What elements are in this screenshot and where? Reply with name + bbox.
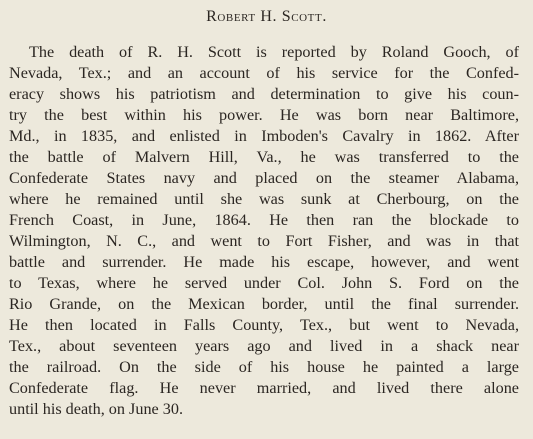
article-title: Robert H. Scott. [206,8,327,25]
body-line: French Coast, in June, 1864. He then ran the blockade to [9,211,519,229]
body-line: Md., in 1835, and enlisted in Imboden's Cavalry in 1862. After [9,127,519,145]
body-line: the battle of Malvern Hill, Va., he was transferred to the [9,148,519,166]
body-line: Confederate States navy and placed on the steamer Alabama, [9,169,519,187]
body-line: The death of R. H. Scott is reported by Roland Gooch, of [29,43,519,61]
body-line: battle and surrender. He made his escape, however, and went [9,253,519,271]
body-line: He then located in Falls County, Tex., but went to Nevada, [9,316,519,334]
body-line: Wilmington, N. C., and went to Fort Fisher, and was in that [9,232,519,250]
body-line: to Texas, where he served under Col. John S. Ford on the [9,274,519,292]
body-line: Nevada, Tex.; and an account of his service for the Confed- [9,64,519,82]
body-line: where he remained until she was sunk at Cherbourg, on the [9,190,519,208]
body-line: Tex., about seventeen years ago and lived in a shack near [9,337,519,355]
body-line: Confederate flag. He never married, and lived there alone [9,379,519,397]
body-line: eracy shows his patriotism and determination to give his coun- [9,85,519,103]
body-line: until his death, on June 30. [9,400,183,418]
article-body [9,42,519,420]
body-line: try the best within his power. He was born near Baltimore, [9,106,519,124]
body-line: Rio Grande, on the Mexican border, until the final surrender. [9,295,519,313]
body-line: the railroad. On the side of his house he painted a large [9,358,519,376]
